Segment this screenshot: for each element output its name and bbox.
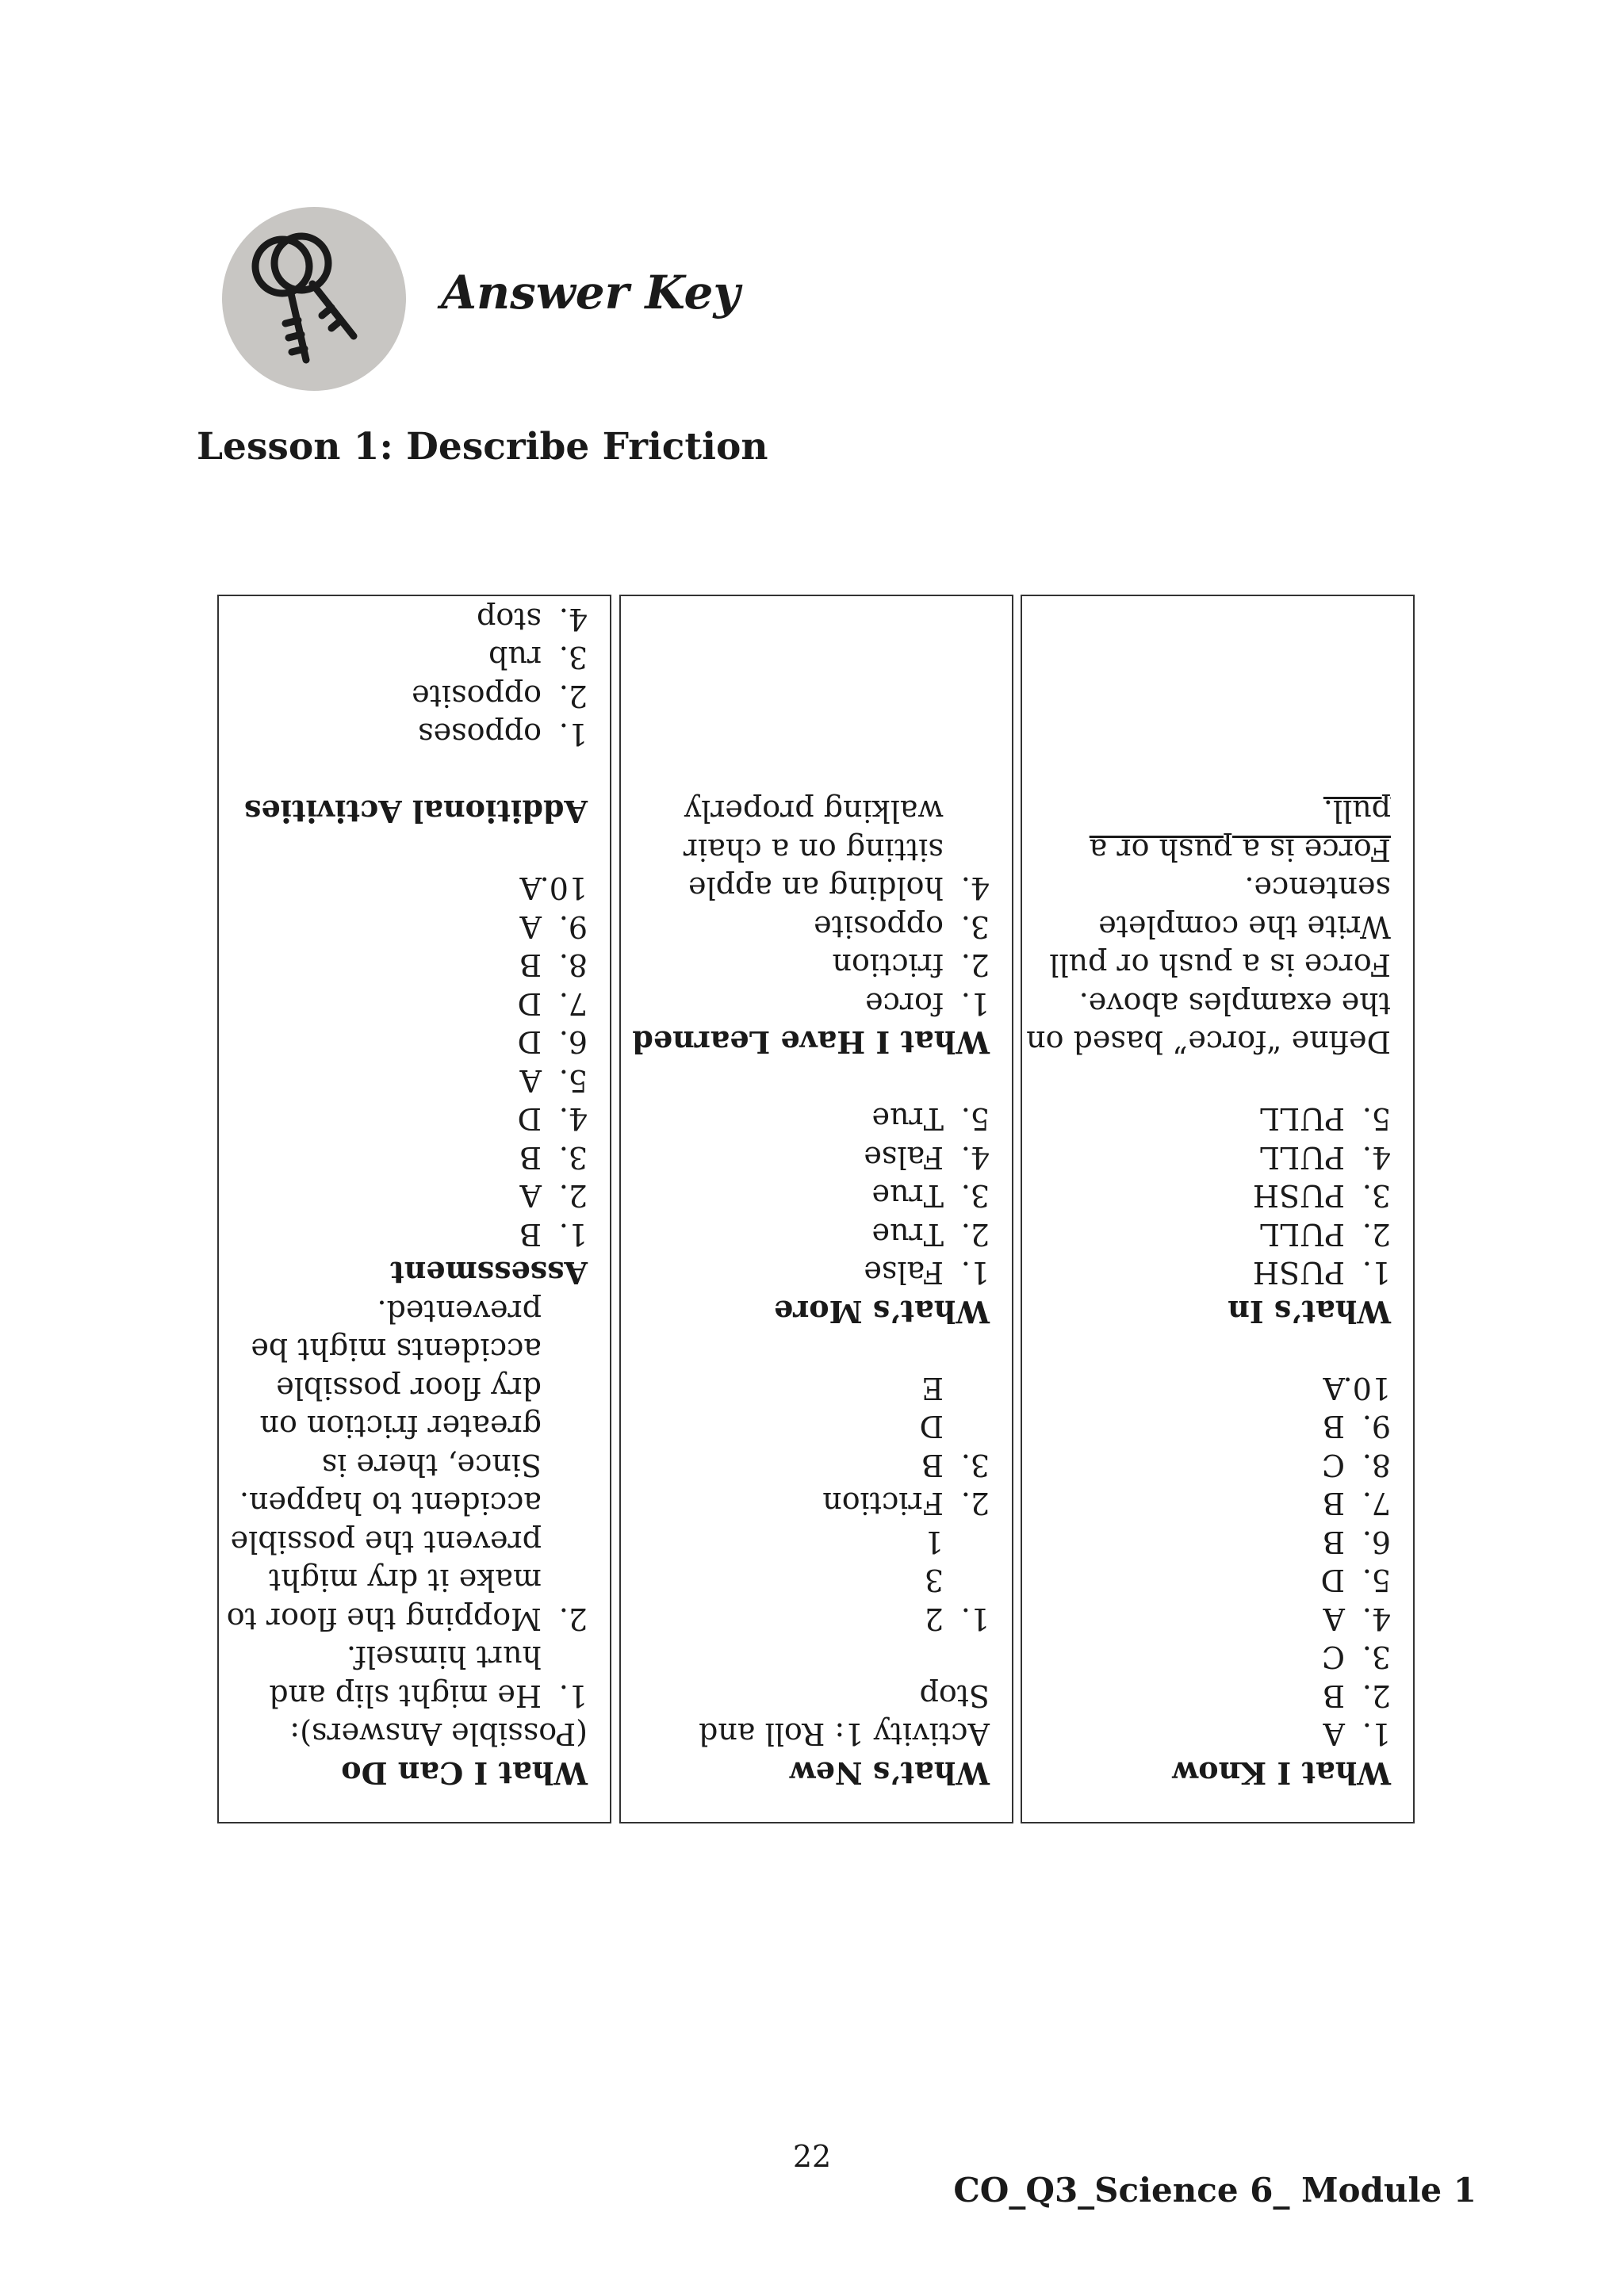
item-number: 2. [960,1486,990,1521]
answer-text [243,1715,588,1754]
item-number: 5. [1362,1101,1391,1137]
item-number: 2. [960,947,990,983]
item-answer: True [871,1217,944,1252]
item-answer: PULL [1259,1217,1345,1252]
item-number [542,1369,588,1408]
keys-icon [220,205,408,393]
answer-item [239,1484,588,1523]
answer-text [1046,831,1391,870]
item-number: 2. [960,1217,990,1252]
answer-item [645,946,990,985]
item-number: 8. [1362,1448,1391,1483]
answer-text-content: Force is a push or a [1089,832,1391,867]
item-number: 4. [960,871,990,906]
item-number: 9. [558,909,588,944]
item-number: 5. [960,1101,990,1137]
answer-text [1046,908,1391,947]
section-heading: What’s More [774,1294,990,1330]
item-number [542,1407,588,1446]
page-title: Answer Key [441,266,741,320]
item-number [542,1484,588,1523]
item-number: 2. [558,1601,588,1636]
item-number: 1. [960,986,990,1021]
item-answer: B [519,1217,542,1252]
answer-text-content: (Possible Answers): [289,1716,588,1752]
answer-item [645,869,990,908]
answer-item [1046,1484,1391,1523]
item-answer: False [864,1255,944,1291]
answer-item [645,1600,990,1639]
item-number [542,1292,588,1331]
spacer [1046,1062,1391,1100]
item-answer: opposite [412,679,542,714]
item-number: 7. [558,986,588,1021]
spacer [645,1330,990,1369]
answer-text-content: sentence. [1244,871,1391,906]
answer-item [243,946,588,985]
answer-item [645,1484,990,1523]
page-number: 22 [792,2139,832,2174]
item-number: 1. [1362,1255,1391,1291]
answer-text-content: Activity 1: Roll and [699,1716,990,1752]
answer-text [645,1677,990,1716]
item-answer: 2 [924,1601,944,1636]
answer-text [645,1715,990,1754]
answer-item [243,1062,588,1100]
answer-item [243,1330,588,1369]
item-answer: PUSH [1252,1178,1345,1214]
answer-item [243,869,588,908]
item-answer: A [519,871,542,906]
answer-item [243,715,588,754]
answer-item [243,600,588,639]
item-answer: A [519,1178,542,1214]
item-number: 4. [960,1140,990,1175]
answer-text-content: Write the complete [1098,909,1391,944]
spacer [1046,1330,1391,1369]
answer-column-3 [217,595,611,1823]
item-number [944,1369,990,1408]
answer-text [1046,869,1391,908]
answer-column-2 [619,595,1013,1823]
item-number: 1. [558,1217,588,1252]
answer-item [243,1292,588,1331]
answer-text-content: Stop [919,1678,990,1713]
spacer [645,1062,990,1100]
item-number: 2. [1362,1678,1391,1713]
item-answer: holding an apple [688,871,944,906]
item-answer: PULL [1259,1101,1345,1137]
answer-item [645,1369,990,1408]
answer-item [243,1138,588,1177]
item-number: 1. [558,1678,588,1713]
section-heading: Additional Activities [244,794,588,830]
answer-item [243,1446,588,1485]
item-answer: force [865,986,944,1021]
item-answer: He might slip and [269,1678,542,1713]
item-number: 2. [1362,1217,1391,1252]
item-answer: E [921,1371,944,1406]
item-number: 10. [539,871,588,906]
spacer [645,1638,990,1677]
answer-text [1046,792,1391,831]
answer-table [217,595,1415,1823]
item-answer: A [1323,1371,1345,1406]
item-answer: B [1323,1678,1345,1713]
item-answer: True [871,1178,944,1214]
answer-item [230,1523,588,1562]
item-number: 6. [558,1024,588,1060]
item-number: 4. [558,1101,588,1137]
section-heading: What I Have Learned [632,1024,990,1061]
item-number: 5. [558,1063,588,1098]
answer-item [645,1138,990,1177]
answer-text-content: pull. [1323,794,1391,829]
item-answer: hurt himself. [346,1640,542,1675]
item-number: 3. [960,1448,990,1483]
item-number: 3. [558,640,588,675]
item-number [542,1638,588,1677]
item-answer: accident to happen. [239,1486,542,1521]
item-number: 4. [558,602,588,637]
item-answer: 3 [924,1563,944,1598]
module-label: CO_Q3_Science 6_ Module 1 [953,2171,1477,2210]
item-answer: B [519,947,542,983]
item-answer: A [1323,1601,1345,1636]
item-answer: walking properly [684,794,944,829]
answer-item [243,1215,588,1254]
item-answer: PUSH [1252,1255,1345,1291]
answer-item [645,1215,990,1254]
item-number: 10. [1342,1371,1391,1406]
answer-item [645,1561,990,1600]
answer-text-content: Define “force” based on [1026,1024,1391,1060]
item-answer: Mopping the floor to [226,1601,542,1636]
answer-text-content: the examples above. [1078,986,1391,1021]
item-number: 1. [558,717,588,752]
answer-item [1046,1369,1391,1408]
answer-item [1046,1215,1391,1254]
answer-column-1 [1021,595,1415,1823]
item-number [944,1561,990,1600]
lesson-heading: Lesson 1: Describe Friction [197,425,768,469]
item-answer: stop [477,602,542,637]
section-heading: What I Know [1172,1755,1391,1791]
answer-item [1046,1715,1391,1754]
answer-item [1046,1100,1391,1138]
answer-item [243,1369,588,1408]
item-answer: rub [488,640,542,675]
answer-item [1046,1561,1391,1600]
answer-item [243,1177,588,1215]
item-number: 1. [1362,1716,1391,1752]
item-answer: PULL [1259,1140,1345,1175]
item-number: 4. [1362,1601,1391,1636]
answer-item [1046,1253,1391,1292]
answer-item [243,677,588,716]
answer-text-content: Force is a push or pull [1049,947,1391,983]
answer-item [1046,1446,1391,1485]
item-answer: B [921,1448,944,1483]
item-answer: False [864,1140,944,1175]
answer-item [1046,1407,1391,1446]
item-number [542,1561,588,1600]
item-number: 3. [558,1140,588,1175]
answer-item [1046,1638,1391,1677]
answer-item [243,985,588,1024]
item-number [944,1407,990,1446]
item-answer: B [519,1140,542,1175]
item-answer: Since, there is [321,1448,542,1483]
answer-item [243,638,588,677]
item-answer: greater friction on [259,1409,542,1445]
item-number [944,792,990,831]
item-number [944,831,990,870]
answer-item [645,1446,990,1485]
answer-item [226,1600,588,1639]
item-number: 3. [1362,1178,1391,1214]
item-answer: D [919,1409,944,1445]
item-answer: 1 [924,1525,944,1559]
answer-item [645,792,990,831]
section-heading: What’s New [790,1755,990,1791]
answer-item [243,1407,588,1446]
item-number: 2. [558,1178,588,1214]
answer-text [1046,985,1391,1024]
item-number [944,1523,990,1562]
item-number: 3. [960,1178,990,1214]
item-answer: opposite [814,909,944,944]
answer-item [645,1407,990,1446]
item-number [542,1446,588,1485]
item-answer: B [1323,1486,1345,1521]
section-heading: What’s In [1228,1294,1391,1330]
item-answer: C [1321,1448,1345,1483]
spacer [243,831,588,870]
item-answer: A [519,1063,542,1098]
item-answer: A [519,909,542,944]
answer-item [1046,1600,1391,1639]
answer-table-rotated [217,595,1415,1823]
answer-item [1046,1677,1391,1716]
answer-item [1046,1138,1391,1177]
item-answer: C [1321,1640,1345,1675]
item-number: 1. [960,1601,990,1636]
section-heading: What I Can Do [341,1755,588,1791]
item-number: 3. [1362,1640,1391,1675]
answer-item [645,1100,990,1138]
item-answer: sitting on a chair [683,832,944,867]
item-answer: friction [832,947,944,983]
item-answer: A [1323,1716,1345,1752]
item-number: 6. [1362,1525,1391,1559]
item-answer: make it dry might [268,1563,542,1598]
item-answer: D [517,986,542,1021]
item-answer: B [1323,1525,1345,1559]
item-answer: Friction [822,1486,944,1521]
item-number: 2. [558,679,588,714]
item-number [542,1330,588,1369]
item-answer: opposes [418,717,542,752]
answer-item [1046,1523,1391,1562]
item-answer: accidents might be [251,1332,542,1368]
answer-item [645,1253,990,1292]
item-answer: prevent the possible [230,1525,542,1559]
item-number: 8. [558,947,588,983]
answer-item [243,1561,588,1600]
answer-item [645,908,990,947]
item-number: 1. [960,1255,990,1291]
answer-item [645,985,990,1024]
answer-item [243,1100,588,1138]
answer-item [243,1638,588,1677]
item-answer: D [517,1101,542,1137]
answer-text [1026,1023,1391,1062]
answer-item [645,1523,990,1562]
item-number: 4. [1362,1140,1391,1175]
item-answer: B [1323,1409,1345,1445]
item-number: 7. [1362,1486,1391,1521]
item-answer: prevented. [377,1294,542,1329]
answer-item [243,1677,588,1716]
item-answer: dry floor possible [276,1371,542,1406]
answer-item [243,1023,588,1062]
item-answer: D [517,1024,542,1060]
answer-item [645,1177,990,1215]
item-answer: D [1320,1563,1345,1598]
item-number [542,1523,588,1562]
item-number: 5. [1362,1563,1391,1598]
item-answer: True [871,1101,944,1137]
item-number: 3. [960,909,990,944]
answer-item [243,908,588,947]
answer-item [1046,1177,1391,1215]
spacer [243,754,588,793]
item-number: 9. [1362,1409,1391,1445]
answer-item [645,831,990,870]
answer-text [1046,946,1391,985]
section-heading: Assessment [390,1255,588,1292]
